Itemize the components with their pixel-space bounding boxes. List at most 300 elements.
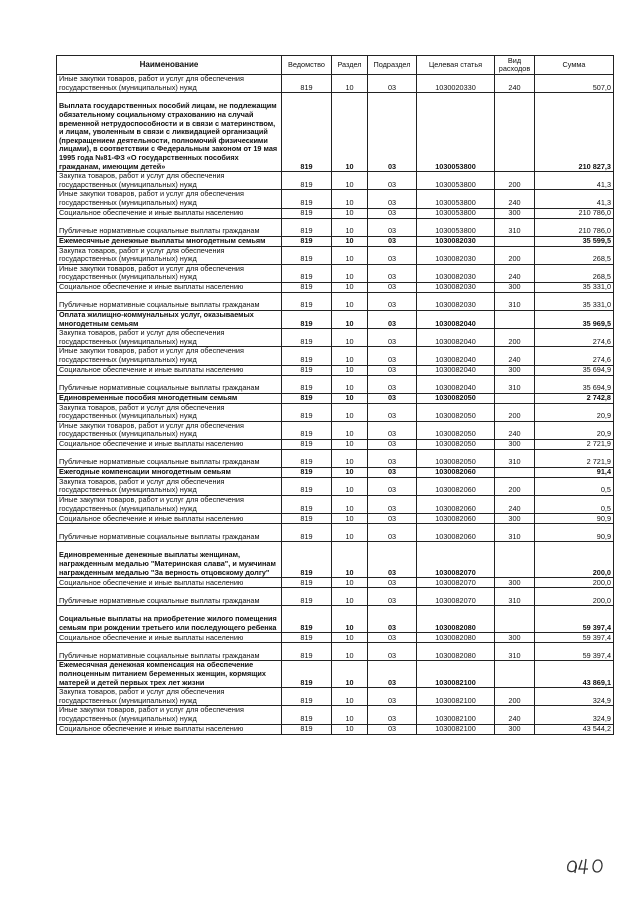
cell-exp-type: 200 xyxy=(495,477,535,495)
cell-section: 10 xyxy=(332,264,368,282)
table-row xyxy=(57,467,614,477)
cell-target: 1030082060 xyxy=(417,496,495,514)
cell-subsection: 03 xyxy=(368,292,417,310)
cell-name: Закупка товаров, работ и услуг для обеспечения государственных (муниципальных) нужд xyxy=(57,329,282,347)
table-row xyxy=(57,264,614,282)
cell-sum: 268,5 xyxy=(535,264,614,282)
cell-sum: 59 397,4 xyxy=(535,633,614,643)
cell-name: Ежегодные компенсации многодетным семьям xyxy=(57,467,282,477)
cell-section: 10 xyxy=(332,375,368,393)
cell-target: 1030082070 xyxy=(417,542,495,578)
table-row xyxy=(57,606,614,633)
cell-name: Единовременные денежные выплаты женщинам, награжденным медалью "Материнская слава", и мужчинам награжденным медалью "За верность отцовскому долгу" xyxy=(57,542,282,578)
cell-section: 10 xyxy=(332,310,368,328)
cell-subsection: 03 xyxy=(368,190,417,208)
cell-target: 1030053800 xyxy=(417,190,495,208)
cell-name: Публичные нормативные социальные выплаты гражданам xyxy=(57,375,282,393)
handwritten-page-number xyxy=(562,848,618,878)
cell-dept: 819 xyxy=(282,365,332,375)
table-row xyxy=(57,477,614,495)
cell-target: 1030082070 xyxy=(417,578,495,588)
cell-target: 1030082050 xyxy=(417,439,495,449)
cell-name: Публичные нормативные социальные выплаты гражданам xyxy=(57,292,282,310)
cell-exp-type: 240 xyxy=(495,347,535,365)
cell-section: 10 xyxy=(332,706,368,724)
cell-subsection: 03 xyxy=(368,282,417,292)
cell-sum: 200,0 xyxy=(535,588,614,606)
cell-dept: 819 xyxy=(282,264,332,282)
cell-subsection: 03 xyxy=(368,365,417,375)
cell-exp-type: 310 xyxy=(495,588,535,606)
cell-dept: 819 xyxy=(282,421,332,439)
cell-exp-type: 300 xyxy=(495,514,535,524)
cell-target: 1030082080 xyxy=(417,606,495,633)
cell-section: 10 xyxy=(332,467,368,477)
table-row xyxy=(57,292,614,310)
cell-target: 1030082100 xyxy=(417,706,495,724)
cell-name: Закупка товаров, работ и услуг для обеспечения государственных (муниципальных) нужд xyxy=(57,172,282,190)
cell-exp-type: 240 xyxy=(495,706,535,724)
cell-subsection: 03 xyxy=(368,264,417,282)
cell-target: 1030082060 xyxy=(417,514,495,524)
cell-section: 10 xyxy=(332,93,368,172)
cell-subsection: 03 xyxy=(368,310,417,328)
cell-name: Социальное обеспечение и иные выплаты населению xyxy=(57,578,282,588)
cell-dept: 819 xyxy=(282,524,332,542)
cell-subsection: 03 xyxy=(368,661,417,688)
cell-exp-type: 300 xyxy=(495,578,535,588)
cell-sum: 210 827,3 xyxy=(535,93,614,172)
cell-exp-type xyxy=(495,310,535,328)
cell-name: Иные закупки товаров, работ и услуг для обеспечения государственных (муниципальных) нужд xyxy=(57,421,282,439)
cell-exp-type: 200 xyxy=(495,172,535,190)
cell-target: 1030082100 xyxy=(417,724,495,734)
cell-target: 1030082040 xyxy=(417,329,495,347)
cell-section: 10 xyxy=(332,190,368,208)
cell-sum: 35 694,9 xyxy=(535,375,614,393)
table-row xyxy=(57,706,614,724)
cell-name: Социальное обеспечение и иные выплаты населению xyxy=(57,365,282,375)
cell-exp-type: 300 xyxy=(495,439,535,449)
header-exp-type: Вид расходов xyxy=(495,56,535,75)
cell-dept: 819 xyxy=(282,477,332,495)
cell-sum: 90,9 xyxy=(535,514,614,524)
cell-dept: 819 xyxy=(282,236,332,246)
cell-exp-type: 240 xyxy=(495,421,535,439)
table-row xyxy=(57,208,614,218)
cell-name: Ежемесячная денежная компенсация на обеспечение полноценным питанием беременных женщин, кормящих матерей и детей первых трех лет жизни xyxy=(57,661,282,688)
cell-name: Публичные нормативные социальные выплаты гражданам xyxy=(57,449,282,467)
cell-sum: 268,5 xyxy=(535,246,614,264)
cell-exp-type xyxy=(495,393,535,403)
cell-sum: 507,0 xyxy=(535,75,614,93)
table-row xyxy=(57,588,614,606)
cell-target: 1030053800 xyxy=(417,172,495,190)
cell-section: 10 xyxy=(332,292,368,310)
cell-sum: 210 786,0 xyxy=(535,208,614,218)
cell-dept: 819 xyxy=(282,190,332,208)
cell-target: 1030082030 xyxy=(417,282,495,292)
cell-subsection: 03 xyxy=(368,75,417,93)
cell-dept: 819 xyxy=(282,633,332,643)
cell-exp-type: 240 xyxy=(495,264,535,282)
table-row xyxy=(57,421,614,439)
cell-target: 1030082040 xyxy=(417,347,495,365)
cell-dept: 819 xyxy=(282,724,332,734)
table-row xyxy=(57,93,614,172)
cell-subsection: 03 xyxy=(368,172,417,190)
cell-name: Закупка товаров, работ и услуг для обеспечения государственных (муниципальных) нужд xyxy=(57,477,282,495)
cell-dept: 819 xyxy=(282,578,332,588)
cell-target: 1030082030 xyxy=(417,236,495,246)
table-row xyxy=(57,449,614,467)
table-row xyxy=(57,578,614,588)
table-row xyxy=(57,75,614,93)
cell-subsection: 03 xyxy=(368,208,417,218)
table-row xyxy=(57,688,614,706)
header-section: Раздел xyxy=(332,56,368,75)
cell-section: 10 xyxy=(332,282,368,292)
table-body xyxy=(57,75,614,735)
cell-section: 10 xyxy=(332,236,368,246)
cell-section: 10 xyxy=(332,661,368,688)
table-row xyxy=(57,643,614,661)
cell-exp-type: 240 xyxy=(495,75,535,93)
cell-subsection: 03 xyxy=(368,578,417,588)
cell-name: Публичные нормативные социальные выплаты гражданам xyxy=(57,588,282,606)
header-sum: Сумма xyxy=(535,56,614,75)
cell-target: 1030082030 xyxy=(417,292,495,310)
table-row xyxy=(57,282,614,292)
cell-target: 1030082100 xyxy=(417,661,495,688)
cell-sum: 91,4 xyxy=(535,467,614,477)
cell-sum: 200,0 xyxy=(535,578,614,588)
cell-exp-type: 300 xyxy=(495,365,535,375)
cell-target: 1030082050 xyxy=(417,403,495,421)
cell-dept: 819 xyxy=(282,292,332,310)
cell-sum: 324,9 xyxy=(535,706,614,724)
cell-section: 10 xyxy=(332,393,368,403)
cell-section: 10 xyxy=(332,578,368,588)
cell-sum: 90,9 xyxy=(535,524,614,542)
cell-dept: 819 xyxy=(282,310,332,328)
table-row xyxy=(57,236,614,246)
cell-sum: 35 969,5 xyxy=(535,310,614,328)
table-row xyxy=(57,439,614,449)
table-row xyxy=(57,246,614,264)
cell-section: 10 xyxy=(332,588,368,606)
cell-subsection: 03 xyxy=(368,449,417,467)
cell-section: 10 xyxy=(332,477,368,495)
cell-section: 10 xyxy=(332,724,368,734)
cell-dept: 819 xyxy=(282,467,332,477)
cell-subsection: 03 xyxy=(368,393,417,403)
header-dept: Ведомство xyxy=(282,56,332,75)
cell-sum: 2 721,9 xyxy=(535,439,614,449)
table-row xyxy=(57,190,614,208)
table-row xyxy=(57,365,614,375)
cell-section: 10 xyxy=(332,514,368,524)
cell-section: 10 xyxy=(332,449,368,467)
cell-subsection: 03 xyxy=(368,524,417,542)
cell-subsection: 03 xyxy=(368,439,417,449)
cell-name: Публичные нормативные социальные выплаты гражданам xyxy=(57,218,282,236)
cell-target: 1030082050 xyxy=(417,393,495,403)
cell-sum: 0,5 xyxy=(535,496,614,514)
cell-name: Закупка товаров, работ и услуг для обеспечения государственных (муниципальных) нужд xyxy=(57,688,282,706)
table-row xyxy=(57,542,614,578)
cell-section: 10 xyxy=(332,347,368,365)
cell-exp-type xyxy=(495,542,535,578)
cell-dept: 819 xyxy=(282,375,332,393)
cell-target: 1030082100 xyxy=(417,688,495,706)
cell-subsection: 03 xyxy=(368,218,417,236)
cell-section: 10 xyxy=(332,329,368,347)
cell-name: Социальное обеспечение и иные выплаты населению xyxy=(57,633,282,643)
cell-subsection: 03 xyxy=(368,403,417,421)
cell-target: 1030053800 xyxy=(417,208,495,218)
table-row xyxy=(57,375,614,393)
cell-sum: 35 599,5 xyxy=(535,236,614,246)
cell-exp-type: 200 xyxy=(495,403,535,421)
header-target: Целевая статья xyxy=(417,56,495,75)
cell-subsection: 03 xyxy=(368,246,417,264)
cell-name: Публичные нормативные социальные выплаты гражданам xyxy=(57,524,282,542)
cell-exp-type: 310 xyxy=(495,643,535,661)
cell-target: 1030082040 xyxy=(417,375,495,393)
cell-exp-type: 240 xyxy=(495,190,535,208)
cell-subsection: 03 xyxy=(368,643,417,661)
cell-subsection: 03 xyxy=(368,477,417,495)
cell-sum: 0,5 xyxy=(535,477,614,495)
cell-name: Закупка товаров, работ и услуг для обеспечения государственных (муниципальных) нужд xyxy=(57,403,282,421)
table-row xyxy=(57,172,614,190)
cell-section: 10 xyxy=(332,246,368,264)
cell-sum: 35 694,9 xyxy=(535,365,614,375)
cell-target: 1030082040 xyxy=(417,365,495,375)
cell-dept: 819 xyxy=(282,403,332,421)
cell-subsection: 03 xyxy=(368,588,417,606)
header-name: Наименование xyxy=(57,56,282,75)
cell-name: Социальное обеспечение и иные выплаты населению xyxy=(57,514,282,524)
cell-target: 1030053800 xyxy=(417,218,495,236)
cell-exp-type: 310 xyxy=(495,375,535,393)
cell-section: 10 xyxy=(332,496,368,514)
cell-name: Социальное обеспечение и иные выплаты населению xyxy=(57,208,282,218)
cell-dept: 819 xyxy=(282,439,332,449)
cell-name: Иные закупки товаров, работ и услуг для обеспечения государственных (муниципальных) нужд xyxy=(57,190,282,208)
cell-exp-type xyxy=(495,467,535,477)
cell-sum: 2 721,9 xyxy=(535,449,614,467)
cell-target: 1030082050 xyxy=(417,421,495,439)
table-row xyxy=(57,661,614,688)
cell-sum: 59 397,4 xyxy=(535,606,614,633)
cell-sum: 43 869,1 xyxy=(535,661,614,688)
cell-exp-type: 300 xyxy=(495,208,535,218)
cell-section: 10 xyxy=(332,643,368,661)
cell-dept: 819 xyxy=(282,588,332,606)
cell-name: Иные закупки товаров, работ и услуг для обеспечения государственных (муниципальных) нужд xyxy=(57,347,282,365)
cell-exp-type: 300 xyxy=(495,282,535,292)
cell-sum: 324,9 xyxy=(535,688,614,706)
cell-sum: 20,9 xyxy=(535,421,614,439)
cell-exp-type xyxy=(495,661,535,688)
cell-subsection: 03 xyxy=(368,514,417,524)
cell-section: 10 xyxy=(332,208,368,218)
cell-section: 10 xyxy=(332,542,368,578)
cell-section: 10 xyxy=(332,218,368,236)
cell-sum: 41,3 xyxy=(535,172,614,190)
cell-sum: 59 397,4 xyxy=(535,643,614,661)
cell-exp-type: 310 xyxy=(495,292,535,310)
cell-dept: 819 xyxy=(282,496,332,514)
cell-sum: 43 544,2 xyxy=(535,724,614,734)
cell-sum: 35 331,0 xyxy=(535,282,614,292)
cell-dept: 819 xyxy=(282,542,332,578)
cell-target: 1030082030 xyxy=(417,246,495,264)
cell-dept: 819 xyxy=(282,449,332,467)
cell-subsection: 03 xyxy=(368,542,417,578)
cell-dept: 819 xyxy=(282,218,332,236)
cell-subsection: 03 xyxy=(368,496,417,514)
cell-name: Социальное обеспечение и иные выплаты населению xyxy=(57,282,282,292)
cell-subsection: 03 xyxy=(368,467,417,477)
cell-dept: 819 xyxy=(282,93,332,172)
cell-name: Закупка товаров, работ и услуг для обеспечения государственных (муниципальных) нужд xyxy=(57,246,282,264)
cell-subsection: 03 xyxy=(368,375,417,393)
cell-dept: 819 xyxy=(282,606,332,633)
cell-subsection: 03 xyxy=(368,706,417,724)
cell-dept: 819 xyxy=(282,246,332,264)
cell-section: 10 xyxy=(332,633,368,643)
cell-sum: 210 786,0 xyxy=(535,218,614,236)
cell-sum: 200,0 xyxy=(535,542,614,578)
cell-exp-type: 300 xyxy=(495,633,535,643)
cell-exp-type: 310 xyxy=(495,524,535,542)
table-row xyxy=(57,524,614,542)
cell-subsection: 03 xyxy=(368,606,417,633)
table-row xyxy=(57,633,614,643)
cell-sum: 35 331,0 xyxy=(535,292,614,310)
cell-dept: 819 xyxy=(282,282,332,292)
cell-section: 10 xyxy=(332,365,368,375)
cell-target: 1030053800 xyxy=(417,93,495,172)
cell-target: 1030082060 xyxy=(417,477,495,495)
cell-dept: 819 xyxy=(282,75,332,93)
cell-subsection: 03 xyxy=(368,93,417,172)
cell-exp-type: 200 xyxy=(495,688,535,706)
cell-name: Оплата жилищно-коммунальных услуг, оказываемых многодетным семьям xyxy=(57,310,282,328)
cell-subsection: 03 xyxy=(368,236,417,246)
cell-section: 10 xyxy=(332,439,368,449)
cell-section: 10 xyxy=(332,403,368,421)
cell-name: Выплата государственных пособий лицам, не подлежащим обязательному социальному страхованию на случай временной нетрудоспособности и в связи с материнством, и лицам, уволенным в связи с ликвидацией организаций (прекращением деятельности, полномочий физическими лицами), в соответствии с Федеральным законом от 19 мая 1995 года №81-ФЗ «О государственных пособиях гражданам, имеющим детей» xyxy=(57,93,282,172)
cell-subsection: 03 xyxy=(368,421,417,439)
cell-dept: 819 xyxy=(282,706,332,724)
cell-exp-type: 200 xyxy=(495,329,535,347)
cell-name: Ежемесячные денежные выплаты многодетным семьям xyxy=(57,236,282,246)
table-row xyxy=(57,218,614,236)
table-row xyxy=(57,393,614,403)
cell-dept: 819 xyxy=(282,208,332,218)
cell-sum: 274,6 xyxy=(535,347,614,365)
header-subsection: Подраздел xyxy=(368,56,417,75)
cell-target: 1030082030 xyxy=(417,264,495,282)
cell-dept: 819 xyxy=(282,643,332,661)
cell-name: Социальные выплаты на приобретение жилого помещения семьям при рождении третьего или последующего ребенка xyxy=(57,606,282,633)
table-row xyxy=(57,403,614,421)
cell-name: Иные закупки товаров, работ и услуг для обеспечения государственных (муниципальных) нужд xyxy=(57,75,282,93)
cell-dept: 819 xyxy=(282,172,332,190)
cell-exp-type xyxy=(495,93,535,172)
cell-target: 1030082070 xyxy=(417,588,495,606)
cell-dept: 819 xyxy=(282,661,332,688)
cell-section: 10 xyxy=(332,172,368,190)
budget-table-sheet xyxy=(56,55,613,735)
table-row xyxy=(57,514,614,524)
cell-exp-type: 310 xyxy=(495,218,535,236)
cell-section: 10 xyxy=(332,606,368,633)
cell-name: Иные закупки товаров, работ и услуг для обеспечения государственных (муниципальных) нужд xyxy=(57,264,282,282)
cell-exp-type: 310 xyxy=(495,449,535,467)
cell-target: 1030082080 xyxy=(417,643,495,661)
table-row xyxy=(57,724,614,734)
cell-target: 1030082050 xyxy=(417,449,495,467)
cell-name: Иные закупки товаров, работ и услуг для обеспечения государственных (муниципальных) нужд xyxy=(57,706,282,724)
cell-dept: 819 xyxy=(282,514,332,524)
cell-subsection: 03 xyxy=(368,329,417,347)
table-header-row xyxy=(57,56,614,75)
table-row xyxy=(57,347,614,365)
cell-section: 10 xyxy=(332,75,368,93)
cell-section: 10 xyxy=(332,688,368,706)
cell-target: 1030020330 xyxy=(417,75,495,93)
cell-name: Публичные нормативные социальные выплаты гражданам xyxy=(57,643,282,661)
budget-table xyxy=(56,55,614,735)
cell-target: 1030082060 xyxy=(417,467,495,477)
cell-name: Социальное обеспечение и иные выплаты населению xyxy=(57,439,282,449)
cell-target: 1030082080 xyxy=(417,633,495,643)
cell-exp-type: 300 xyxy=(495,724,535,734)
cell-subsection: 03 xyxy=(368,633,417,643)
cell-dept: 819 xyxy=(282,688,332,706)
table-row xyxy=(57,496,614,514)
cell-name: Иные закупки товаров, работ и услуг для обеспечения государственных (муниципальных) нужд xyxy=(57,496,282,514)
cell-dept: 819 xyxy=(282,347,332,365)
cell-exp-type xyxy=(495,606,535,633)
cell-exp-type: 240 xyxy=(495,496,535,514)
cell-sum: 20,9 xyxy=(535,403,614,421)
cell-name: Единовременные пособия многодетным семьям xyxy=(57,393,282,403)
cell-target: 1030082040 xyxy=(417,310,495,328)
cell-name: Социальное обеспечение и иные выплаты населению xyxy=(57,724,282,734)
cell-exp-type xyxy=(495,236,535,246)
table-row xyxy=(57,329,614,347)
cell-section: 10 xyxy=(332,421,368,439)
cell-sum: 2 742,8 xyxy=(535,393,614,403)
cell-dept: 819 xyxy=(282,329,332,347)
cell-target: 1030082060 xyxy=(417,524,495,542)
cell-exp-type: 200 xyxy=(495,246,535,264)
cell-dept: 819 xyxy=(282,393,332,403)
cell-subsection: 03 xyxy=(368,688,417,706)
cell-subsection: 03 xyxy=(368,724,417,734)
cell-section: 10 xyxy=(332,524,368,542)
cell-sum: 274,6 xyxy=(535,329,614,347)
cell-subsection: 03 xyxy=(368,347,417,365)
table-row xyxy=(57,310,614,328)
cell-sum: 41,3 xyxy=(535,190,614,208)
